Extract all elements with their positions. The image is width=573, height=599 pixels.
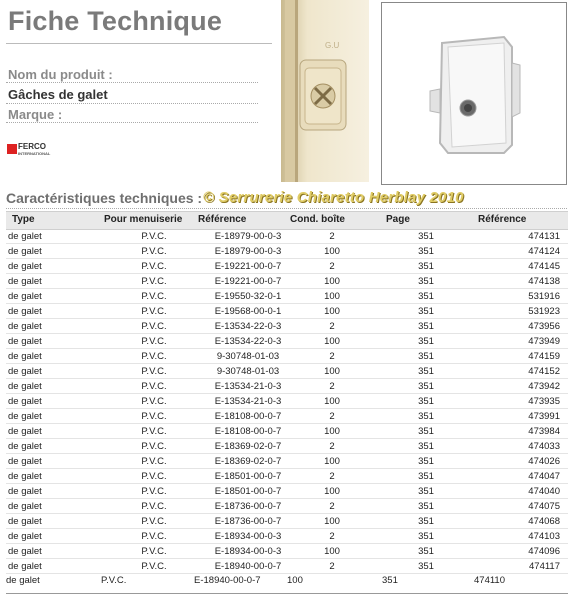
cell-joinery: P.V.C. [101, 575, 127, 586]
cell-page: 351 [418, 561, 434, 572]
cell-joinery: P.V.C. [141, 246, 167, 257]
cell-page: 351 [418, 366, 434, 377]
cell-page: 351 [418, 306, 434, 317]
cell-page: 351 [418, 396, 434, 407]
cell-box-qty: 2 [329, 531, 335, 542]
cell-type: de galet [8, 561, 42, 572]
cell-reference-2: 474103 [528, 531, 560, 542]
table-row [6, 379, 568, 394]
cell-reference: E-18934-00-0-3 [214, 531, 282, 542]
cell-box-qty: 2 [329, 501, 335, 512]
cell-joinery: P.V.C. [141, 426, 167, 437]
table-row [6, 259, 568, 274]
cell-type: de galet [8, 441, 42, 452]
cell-page: 351 [418, 411, 434, 422]
table-row [6, 349, 568, 364]
table-row [6, 544, 568, 559]
cell-joinery: P.V.C. [141, 411, 167, 422]
cell-reference: E-18108-00-0-7 [214, 411, 282, 422]
cell-page: 351 [418, 531, 434, 542]
table-row [6, 424, 568, 439]
cell-page: 351 [418, 381, 434, 392]
ferco-logo [7, 143, 50, 156]
table-row [6, 439, 568, 454]
cell-reference: E-18369-02-0-7 [214, 456, 282, 467]
cell-type: de galet [8, 246, 42, 257]
cell-box-qty: 100 [324, 426, 340, 437]
cell-joinery: P.V.C. [141, 366, 167, 377]
title-divider [6, 43, 272, 44]
cell-box-qty: 2 [329, 411, 335, 422]
table-row [6, 529, 568, 544]
cell-box-qty: 2 [329, 561, 335, 572]
cell-type: de galet [8, 516, 42, 527]
cell-reference-2: 474033 [528, 441, 560, 452]
cell-joinery: P.V.C. [141, 456, 167, 467]
cell-joinery: P.V.C. [141, 501, 167, 512]
cell-box-qty: 2 [329, 351, 335, 362]
product-name-value: Gâches de galet [8, 87, 108, 102]
cell-box-qty: 100 [324, 456, 340, 467]
cell-type: de galet [6, 575, 40, 586]
column-header-joinery: Pour menuiserie [104, 214, 183, 225]
cell-reference-2: 474159 [528, 351, 560, 362]
cell-page: 351 [418, 351, 434, 362]
column-header-reference: Référence [198, 214, 247, 225]
brand-divider [6, 122, 258, 123]
cell-box-qty: 2 [329, 381, 335, 392]
table-row [6, 394, 568, 409]
cell-reference: E-13534-22-0-3 [214, 321, 282, 332]
product-label-divider [6, 82, 258, 83]
cell-box-qty: 100 [324, 291, 340, 302]
cell-type: de galet [8, 276, 42, 287]
cell-reference: E-18501-00-0-7 [214, 486, 282, 497]
table-row [6, 229, 568, 244]
product-value-divider [6, 103, 258, 104]
cell-reference-2: 473935 [528, 396, 560, 407]
table-header [6, 211, 568, 230]
column-header-type: Type [12, 214, 35, 225]
cell-reference-2: 473949 [528, 336, 560, 347]
cell-reference: E-18108-00-0-7 [214, 426, 282, 437]
cell-joinery: P.V.C. [141, 546, 167, 557]
cell-reference: 9-30748-01-03 [216, 366, 280, 377]
cell-reference: E-19221-00-0-7 [214, 261, 282, 272]
cell-reference: E-18736-00-0-7 [214, 501, 282, 512]
cell-type: de galet [8, 501, 42, 512]
table-row [6, 274, 568, 289]
cell-joinery: P.V.C. [141, 351, 167, 362]
section-divider [6, 208, 567, 209]
cell-reference-2: 474152 [528, 366, 560, 377]
cell-reference-2: 473956 [528, 321, 560, 332]
table-row [6, 514, 568, 529]
cell-type: de galet [8, 336, 42, 347]
copyright-watermark: © Serrurerie Chiaretto Herblay 2010 [203, 189, 464, 206]
cell-joinery: P.V.C. [141, 336, 167, 347]
table-row [6, 304, 568, 319]
cell-reference-2: 474131 [528, 231, 560, 242]
table-row [6, 454, 568, 469]
product-name-label: Nom du produit : [8, 67, 113, 82]
cell-page: 351 [418, 441, 434, 452]
cell-page: 351 [418, 336, 434, 347]
cell-page: 351 [418, 276, 434, 287]
cell-type: de galet [8, 351, 42, 362]
cell-type: de galet [8, 531, 42, 542]
table-row [6, 499, 568, 514]
cell-joinery: P.V.C. [141, 261, 167, 272]
cell-box-qty: 100 [324, 336, 340, 347]
cell-joinery: P.V.C. [141, 396, 167, 407]
cell-page: 351 [418, 546, 434, 557]
cell-box-qty: 100 [324, 276, 340, 287]
cell-type: de galet [8, 261, 42, 272]
table-row [6, 559, 568, 574]
column-header-reference-2: Référence [478, 214, 527, 225]
cell-type: de galet [8, 486, 42, 497]
table-row [6, 244, 568, 259]
ferco-logo-subtitle: INTERNATIONAL [18, 151, 51, 156]
cell-joinery: P.V.C. [141, 306, 167, 317]
cell-reference-2: 474075 [528, 501, 560, 512]
cell-page: 351 [418, 231, 434, 242]
cell-box-qty: 2 [329, 261, 335, 272]
cell-type: de galet [8, 546, 42, 557]
ferco-logo-text [18, 143, 50, 156]
cell-reference: E-18940-00-0-7 [194, 575, 261, 586]
cell-reference: E-13534-21-0-3 [214, 381, 282, 392]
ferco-logo-mark [7, 144, 17, 154]
cell-page: 351 [418, 456, 434, 467]
cell-box-qty: 100 [324, 516, 340, 527]
photo-engraving: G.U [325, 41, 340, 50]
cell-reference: E-18501-00-0-7 [214, 471, 282, 482]
keeper-illustration [382, 3, 566, 184]
cell-page: 351 [382, 575, 398, 586]
cell-reference-2: 474096 [528, 546, 560, 557]
cell-reference: E-19550-32-0-1 [214, 291, 282, 302]
cell-reference: E-18940-00-0-7 [214, 561, 282, 572]
cell-reference-2: 531923 [528, 306, 560, 317]
cell-joinery: P.V.C. [141, 531, 167, 542]
cell-type: de galet [8, 396, 42, 407]
cell-page: 351 [418, 486, 434, 497]
cell-reference-2: 474145 [528, 261, 560, 272]
cell-page: 351 [418, 291, 434, 302]
table-row [6, 409, 568, 424]
cell-box-qty: 100 [324, 546, 340, 557]
brand-label: Marque : [8, 107, 63, 122]
cell-joinery: P.V.C. [141, 471, 167, 482]
cell-page: 351 [418, 516, 434, 527]
cell-joinery: P.V.C. [141, 381, 167, 392]
table-row [6, 289, 568, 304]
cell-reference-2: 473991 [528, 411, 560, 422]
table-row [6, 484, 568, 499]
cell-reference-2: 474026 [528, 456, 560, 467]
cell-reference: E-18369-02-0-7 [214, 441, 282, 452]
cell-joinery: P.V.C. [141, 231, 167, 242]
cell-reference-2: 473942 [528, 381, 560, 392]
cell-box-qty: 100 [324, 306, 340, 317]
cell-page: 351 [418, 246, 434, 257]
cell-box-qty: 100 [324, 486, 340, 497]
cell-reference: E-18979-00-0-3 [214, 231, 282, 242]
cell-box-qty: 2 [329, 441, 335, 452]
cell-reference-2: 474068 [528, 516, 560, 527]
cell-reference-2: 474117 [529, 561, 560, 572]
cell-reference-2: 474110 [474, 575, 505, 586]
cell-reference: 9-30748-01-03 [216, 351, 280, 362]
cell-type: de galet [8, 291, 42, 302]
cell-box-qty: 100 [324, 396, 340, 407]
cell-reference-2: 531916 [528, 291, 560, 302]
cell-type: de galet [8, 231, 42, 242]
cell-reference-2: 474138 [528, 276, 560, 287]
cell-box-qty: 100 [324, 366, 340, 377]
cell-joinery: P.V.C. [141, 291, 167, 302]
bottom-divider [6, 593, 568, 594]
cell-type: de galet [8, 426, 42, 437]
cell-joinery: P.V.C. [141, 486, 167, 497]
cell-box-qty: 100 [287, 575, 303, 586]
cell-reference: E-13534-21-0-3 [214, 396, 282, 407]
cell-page: 351 [418, 261, 434, 272]
cell-joinery: P.V.C. [141, 441, 167, 452]
table-body [6, 229, 568, 574]
cell-reference-2: 473984 [528, 426, 560, 437]
section-title: Caractéristiques techniques : [6, 190, 203, 206]
cell-reference: E-18934-00-0-3 [214, 546, 282, 557]
ferco-logo-name: FERCO [18, 142, 46, 151]
cell-joinery: P.V.C. [141, 561, 167, 572]
cell-type: de galet [8, 411, 42, 422]
installed-keeper-illustration [281, 0, 369, 182]
cell-reference: E-19221-00-0-7 [214, 276, 282, 287]
cell-type: de galet [8, 321, 42, 332]
cell-reference: E-13534-22-0-3 [214, 336, 282, 347]
cell-joinery: P.V.C. [141, 321, 167, 332]
product-photo-installed [281, 0, 369, 182]
cell-reference: E-18736-00-0-7 [214, 516, 282, 527]
cell-type: de galet [8, 471, 42, 482]
table-row [6, 334, 568, 349]
cell-joinery: P.V.C. [141, 276, 167, 287]
table-row [6, 364, 568, 379]
cell-joinery: P.V.C. [141, 516, 167, 527]
table-row [6, 469, 568, 484]
cell-type: de galet [8, 366, 42, 377]
product-photo-keeper [381, 2, 567, 185]
cell-box-qty: 2 [329, 471, 335, 482]
column-header-page: Page [386, 214, 410, 225]
column-header-box-qty: Cond. boîte [290, 214, 345, 225]
cell-reference: E-18979-00-0-3 [214, 246, 282, 257]
cell-page: 351 [418, 471, 434, 482]
cell-type: de galet [8, 306, 42, 317]
cell-box-qty: 2 [329, 321, 335, 332]
cell-box-qty: 2 [329, 231, 335, 242]
cell-reference: E-19568-00-0-1 [214, 306, 282, 317]
cell-page: 351 [418, 321, 434, 332]
cell-type: de galet [8, 381, 42, 392]
page-title: Fiche Technique [8, 6, 223, 36]
cell-page: 351 [418, 426, 434, 437]
cell-type: de galet [8, 456, 42, 467]
table-row-last [6, 574, 568, 588]
cell-reference-2: 474040 [528, 486, 560, 497]
cell-box-qty: 100 [324, 246, 340, 257]
cell-page: 351 [418, 501, 434, 512]
cell-reference-2: 474047 [528, 471, 560, 482]
cell-reference-2: 474124 [528, 246, 560, 257]
table-row [6, 319, 568, 334]
